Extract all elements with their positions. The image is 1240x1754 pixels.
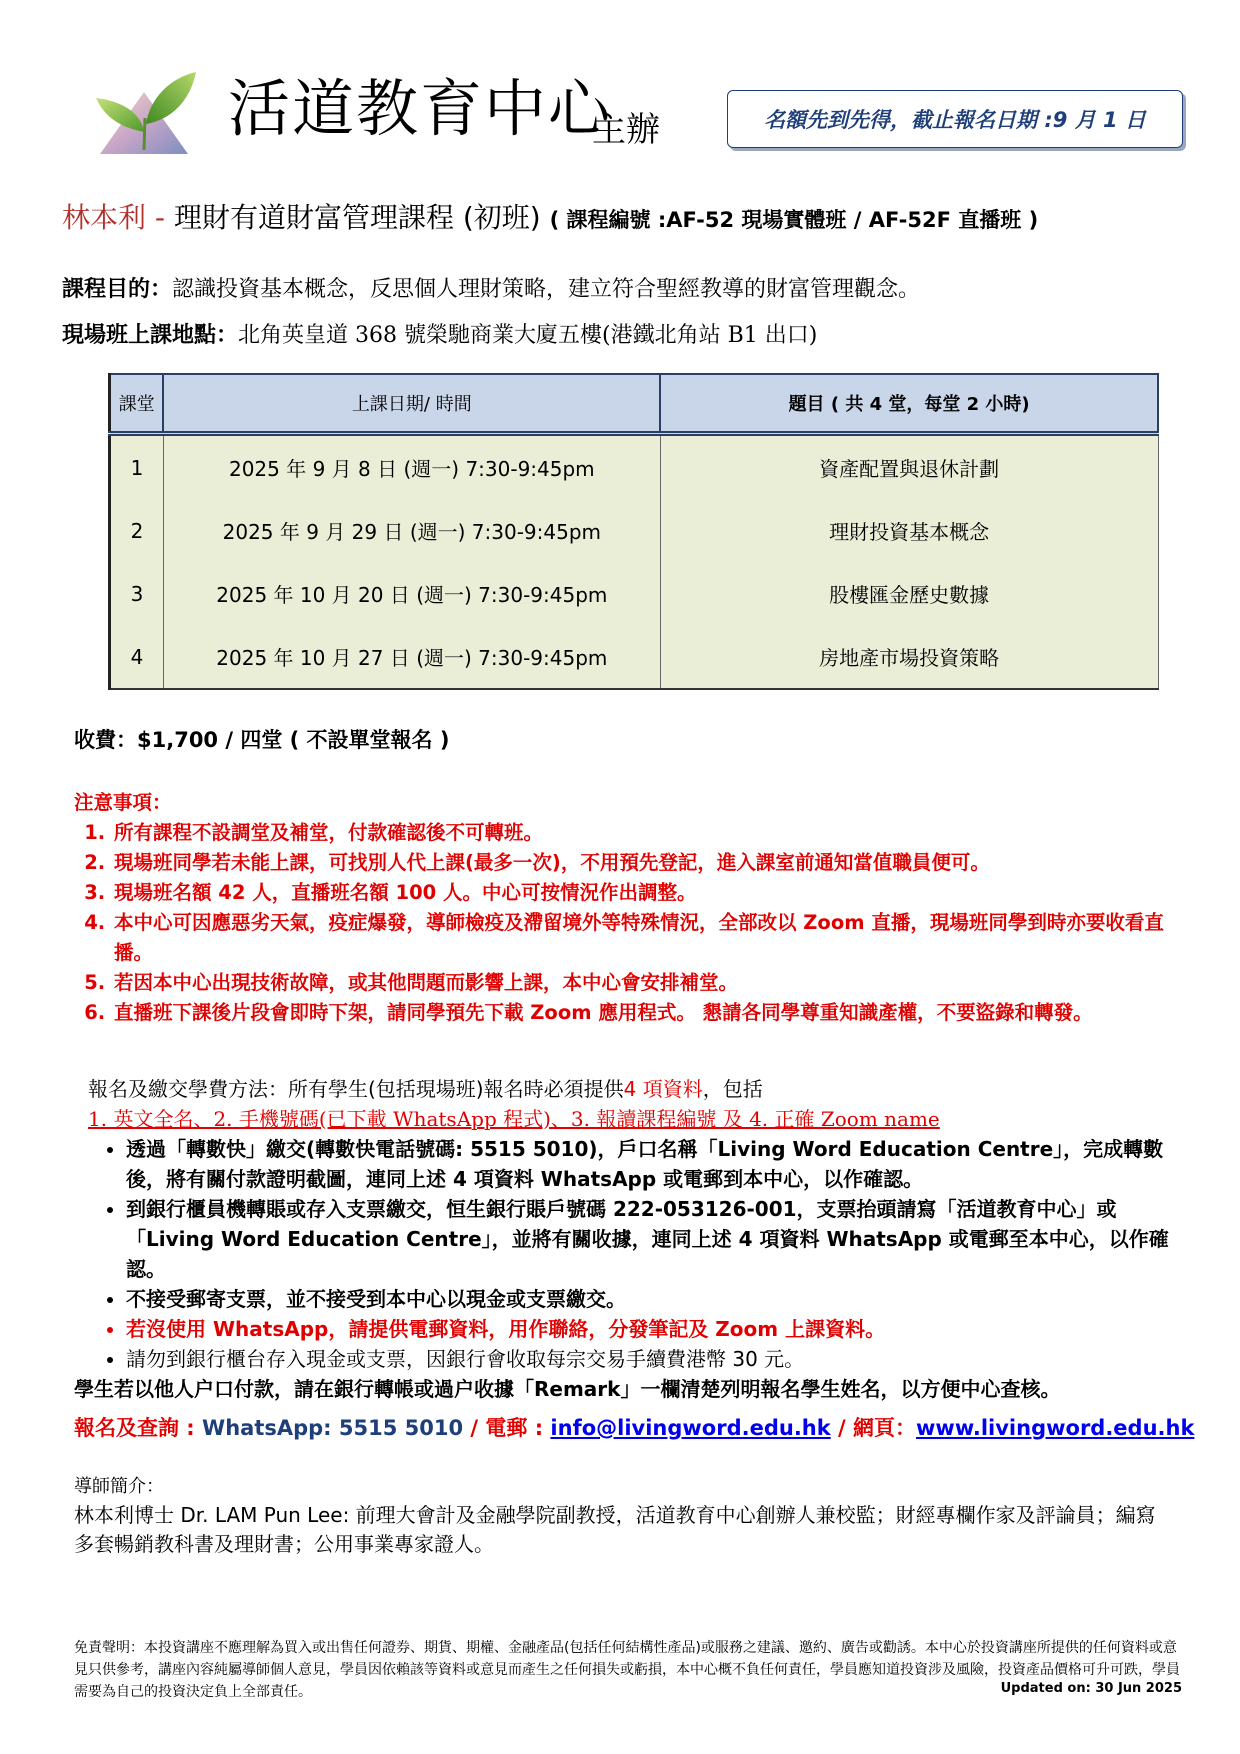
email-link[interactable]: info@livingword.edu.hk <box>550 1416 831 1440</box>
website-link[interactable]: www.livingword.edu.hk <box>916 1416 1195 1440</box>
course-name: 理財有道財富管理課程 (初班) <box>173 201 541 234</box>
table-row <box>110 434 1159 500</box>
list-item: • 請勿到銀行櫃台存入現金或支票，因銀行會收取每宗交易手續費港幣 30 元。 <box>126 1344 1188 1374</box>
venue <box>62 318 817 349</box>
table-row <box>110 499 1159 562</box>
title-separator: - <box>154 201 166 234</box>
schedule-table <box>108 373 1159 690</box>
lesson-date: 2025 年 10 月 27 日 (週一) 7:30-9:45pm <box>163 625 660 689</box>
payment-methods <box>88 1134 1188 1374</box>
tutor-bio: 林本利博士 Dr. LAM Pun Lee: 前理大會計及金融學院副教授，活道教育中心創辦人兼校監；財經專欄作家及評論員；編寫多套暢銷教科書及理財書；公用事業專家證人。 <box>74 1503 1156 1556</box>
payment-intro-before: 報名及繳交學費方法：所有學生(包括現場班)報名時必須提供 <box>88 1077 624 1101</box>
org-name: 活道教育中心 <box>228 72 613 145</box>
sprout-leaf-logo-icon <box>88 62 200 158</box>
lesson-number: 1 <box>110 434 164 500</box>
contact-line <box>74 1412 1194 1442</box>
table-row <box>110 562 1159 625</box>
required-info: 1. 英文全名、2. 手機號碼(已下載 WhatsApp 程式)、3. 報讀課程編號 及 4. 正確 Zoom name <box>88 1107 940 1131</box>
disclaimer: 免責聲明：本投資講座不應理解為買入或出售任何證券、期貨、期權、金融產品(包括任何結構性產品)或服務之建議、邀約、廣告或勸誘。本中心於投資講座所提供的任何資料或意見只供參考，講座內容純屬導師個人意見，學員因依賴該等資料或意見而產生之任何損失或虧損，本中心概不負任何責任，學員應知道投資涉及風險，投資產品價格可升可跌，學員需要為自己的投資決定負上全部責任。 <box>74 1640 1180 1700</box>
lesson-topic: 理財投資基本概念 <box>660 499 1158 562</box>
payment-intro-highlight: 4 項資料 <box>623 1077 703 1101</box>
list-item: 4. 本中心可因應惡劣天氣，疫症爆發，導師檢疫及滯留境外等特殊情況，全部改以 Zoom 直播，現場班同學到時亦要收看直播。 <box>112 908 1184 968</box>
header-lesson: 課堂 <box>110 374 164 434</box>
course-title <box>62 200 1038 236</box>
lesson-date: 2025 年 9 月 8 日 (週一) 7:30-9:45pm <box>163 434 660 500</box>
fee: 收費：$1,700 / 四堂 ( 不設單堂報名 ) <box>74 728 450 752</box>
list-item: • 透過「轉數快」繳交(轉數快電話號碼: 5515 5010)，戶口名稱「Living Word Education Centre」，完成轉數後，將有關付款證明截圖，連同上述 4 項資料 WhatsApp 或電郵到本中心，以作確認。 <box>126 1134 1188 1194</box>
course-code: ( 課程編號 :AF-52 現場實體班 / AF-52F 直播班 ) <box>549 208 1039 232</box>
lesson-date: 2025 年 9 月 29 日 (週一) 7:30-9:45pm <box>163 499 660 562</box>
list-item: 6. 直播班下課後片段會即時下架，請同學預先下載 Zoom 應用程式。 懇請各同學尊重知識產權，不要盜錄和轉發。 <box>112 998 1184 1028</box>
instructor-name: 林本利 <box>62 201 147 234</box>
list-item: 5. 若因本中心出現技術故障，或其他問題而影響上課，本中心會安排補堂。 <box>112 968 1184 998</box>
whatsapp-number: WhatsApp: 5515 5010 <box>202 1416 464 1440</box>
payment-section <box>74 1074 1188 1404</box>
notes-title: 注意事項： <box>74 791 172 814</box>
list-item: 3. 現場班名額 42 人，直播班名額 100 人。中心可按情況作出調整。 <box>112 878 1184 908</box>
purpose-label: 課程目的： <box>62 277 173 302</box>
updated-date: Updated on: 30 Jun 2025 <box>1000 1681 1182 1696</box>
venue-label: 現場班上課地點： <box>62 322 239 348</box>
deadline-text: 名額先到先得，截止報名日期 :9 月 1 日 <box>764 108 1146 132</box>
lesson-number: 3 <box>110 562 164 625</box>
email-label: 電郵 : <box>485 1416 544 1440</box>
lesson-topic: 股樓匯金歷史數據 <box>660 562 1158 625</box>
schedule-header-row <box>110 374 1159 434</box>
header-date: 上課日期/ 時間 <box>163 374 660 434</box>
course-purpose <box>62 272 920 303</box>
org-suffix: 主辦 <box>592 110 660 150</box>
lesson-number: 2 <box>110 499 164 562</box>
contact-label: 報名及查詢 : <box>74 1416 195 1440</box>
lesson-date: 2025 年 10 月 20 日 (週一) 7:30-9:45pm <box>163 562 660 625</box>
web-label: 網頁： <box>853 1416 917 1440</box>
lesson-topic: 資產配置與退休計劃 <box>660 434 1158 500</box>
lesson-number: 4 <box>110 625 164 689</box>
list-item: • 若沒使用 WhatsApp，請提供電郵資料，用作聯絡，分發筆記及 Zoom 上課資料。 <box>126 1314 1188 1344</box>
venue-text: 北角英皇道 368 號榮馳商業大廈五樓(港鐵北角站 B1 出口) <box>238 323 818 348</box>
list-item: • 到銀行櫃員機轉賬或存入支票繳交，恒生銀行賬戶號碼 222-053126-001，支票抬頭請寫「活道教育中心」或「Living Word Education Centre」，並將有關收據，連同上述 4 項資料 WhatsApp 或電郵至本中心，以作確認。 <box>126 1194 1188 1284</box>
contact-separator: / <box>470 1416 479 1440</box>
table-row <box>110 625 1159 689</box>
payment-intro-after: ，包括 <box>702 1077 763 1101</box>
tutor-section <box>74 1472 1174 1559</box>
notes-section <box>74 788 1184 1028</box>
list-item: • 不接受郵寄支票，並不接受到本中心以現金或支票繳交。 <box>126 1284 1188 1314</box>
list-item: 1. 所有課程不設調堂及補堂，付款確認後不可轉班。 <box>112 818 1184 848</box>
lesson-topic: 房地產市場投資策略 <box>660 625 1158 689</box>
list-item: 2. 現場班同學若未能上課，可找別人代上課(最多一次)，不用預先登記，進入課室前通知當值職員便可。 <box>112 848 1184 878</box>
purpose-text: 認識投資基本概念，反思個人理財策略，建立符合聖經教導的財富管理觀念。 <box>172 277 921 302</box>
contact-separator: / <box>838 1416 846 1440</box>
payment-remark: 學生若以他人户口付款，請在銀行轉帳或過户收據「Remark」一欄清楚列明報名學生姓名，以方便中心查核。 <box>74 1377 1061 1401</box>
deadline-box <box>727 90 1183 148</box>
payment-intro <box>88 1074 1188 1104</box>
notes-list <box>74 818 1184 1028</box>
tutor-title: 導師簡介： <box>74 1476 164 1497</box>
header-topic: 題目 ( 共 4 堂，每堂 2 小時) <box>660 374 1158 434</box>
